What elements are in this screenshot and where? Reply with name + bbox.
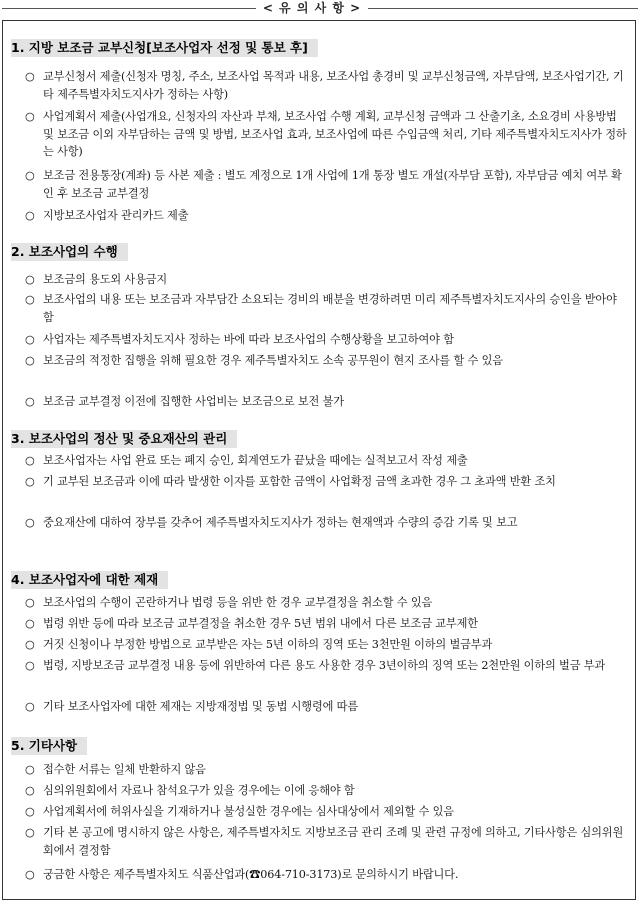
list-item: ○ 법령 위반 등에 따라 보조금 교부결정을 취소한 경우 5년 범위 내에서 다른 보조금 교부제한 [25,615,629,633]
bullet-icon: ○ [25,333,35,346]
list-item: ○ 사업자는 제주특별자치도지사 정하는 바에 따라 보조사업의 수행상황을 보고하여야 함 [25,331,629,349]
list-item: ○ 보조금 교부결정 이전에 집행한 사업비는 보조금으로 보전 불가 [25,393,629,411]
notice-box [2,20,636,900]
bullet-icon: ○ [25,826,35,839]
list-item: ○ 접수한 서류는 일체 반환하지 않음 [25,761,629,779]
bullet-icon: ○ [25,617,35,630]
section-heading-2: 2. 보조사업의 수행 [11,243,128,261]
list-item: ○ 법령, 지방보조금 교부결정 내용 등에 위반하여 다른 용도 사용한 경우 3년이하의 징역 또는 2천만원 이하의 벌금 부과 [25,657,629,675]
bullet-icon: ○ [25,805,35,818]
bullet-icon: ○ [25,110,35,123]
bullet-icon: ○ [25,868,35,881]
bullet-icon: ○ [25,354,35,367]
title-divider-left [2,8,256,9]
list-item: ○ 중요재산에 대하여 장부를 갖추어 제주특별자치도지사가 정하는 현재액과 수량의 증감 기록 및 보고 [25,514,629,532]
list-item: ○ 사업계획서 제출(사업개요, 신청자의 자산과 부채, 보조사업 수행 계획, 교부신청 금액과 그 산출기초, 소요경비 사용방법 및 보조금 이외 자부담하는 금액 및 방법, 보조사업 효과, 보조사업에 따른 수입금액 처리, 기타 제주특별자치도지사가 정하는 사항) [25,110,627,159]
list-item: ○ 보조사업의 수행이 곤란하거나 법령 등을 위반 한 경우 교부결정을 취소할 수 있음 [25,594,629,612]
section-heading-1: 1. 지방 보조금 교부신청[보조사업자 선정 및 통보 후] [11,39,318,57]
list-item: ○ 기 교부된 보조금과 이에 따라 발생한 이자를 포함한 금액이 사업확정 금액 초과한 경우 그 초과액 반환 조치 [25,473,629,491]
section-heading-4: 4. 보조사업자에 대한 제재 [11,571,168,589]
bullet-icon: ○ [25,659,35,672]
bullet-icon: ○ [25,395,35,408]
list-item: ○ 보조금의 적정한 집행을 위해 필요한 경우 제주특별자치도 소속 공무원이 현지 조사를 할 수 있음 [25,352,629,370]
list-item: ○ 심의위원회에서 자료나 참석요구가 있을 경우에는 이에 응해야 함 [25,782,629,800]
list-item: ○ 기타 보조사업자에 대한 제재는 지방재정법 및 동법 시행령에 따름 [25,698,629,716]
bullet-icon: ○ [25,70,35,83]
bullet-icon: ○ [25,293,35,306]
bullet-icon: ○ [25,475,35,488]
title-divider-right [368,8,638,9]
bullet-icon: ○ [25,784,35,797]
bullet-icon: ○ [25,700,35,713]
bullet-icon: ○ [25,209,35,222]
bullet-icon: ○ [25,516,35,529]
bullet-icon: ○ [25,273,35,286]
bullet-icon: ○ [25,169,35,182]
list-item: ○ 사업계획서에 허위사실을 기재하거나 불성실한 경우에는 심사대상에서 제외할 수 있음 [25,803,629,821]
list-item: ○ 보조사업자는 사업 완료 또는 폐지 승인, 회계연도가 끝났을 때에는 실적보고서 작성 제출 [25,452,629,470]
list-item: ○ 기타 본 공고에 명시하지 않은 사항은, 제주특별자치도 지방보조금 관리 조례 및 관련 규정에 의하고, 기타사항은 심의위원회에서 결정함 [25,826,624,857]
bullet-icon: ○ [25,454,35,467]
list-item: ○ 보조금 전용통장(계좌) 등 사본 제출 : 별도 계정으로 1개 사업에 1개 통장 별도 개설(자부담 포함), 자부담금 예치 여부 확인 후 보조금 교부결정 [25,169,622,200]
notice-title: < 유 의 사 항 > [262,1,362,15]
list-item: ○ 보조사업의 내용 또는 보조금과 자부담간 소요되는 경비의 배분을 변경하려면 미리 제주특별자치도지사의 승인을 받아야 함 [25,293,617,324]
section-heading-5: 5. 기타사항 [11,737,87,755]
list-item: ○ 거짓 신청이나 부정한 방법으로 교부받은 자는 5년 이하의 징역 또는 3천만원 이하의 벌금부과 [25,636,629,654]
section-heading-3: 3. 보조사업의 정산 및 중요재산의 관리 [11,430,237,448]
list-item: ○ 지방보조사업자 관리카드 제출 [25,207,629,225]
list-item: ○ 교부신청서 제출(신청자 명칭, 주소, 보조사업 목적과 내용, 보조사업 총경비 및 교부신청금액, 자부담액, 보조사업기간, 기타 제주특별자치도지사가 정하는 사항) [25,70,624,101]
bullet-icon: ○ [25,763,35,776]
notice-title-row [0,0,640,16]
list-item: ○ 보조금의 용도외 사용금지 [25,271,629,289]
bullet-icon: ○ [25,638,35,651]
bullet-icon: ○ [25,596,35,609]
list-item: ○ 궁금한 사항은 제주특별자치도 식품산업과(☎064-710-3173)로 문의하시기 바랍니다. [25,866,629,884]
